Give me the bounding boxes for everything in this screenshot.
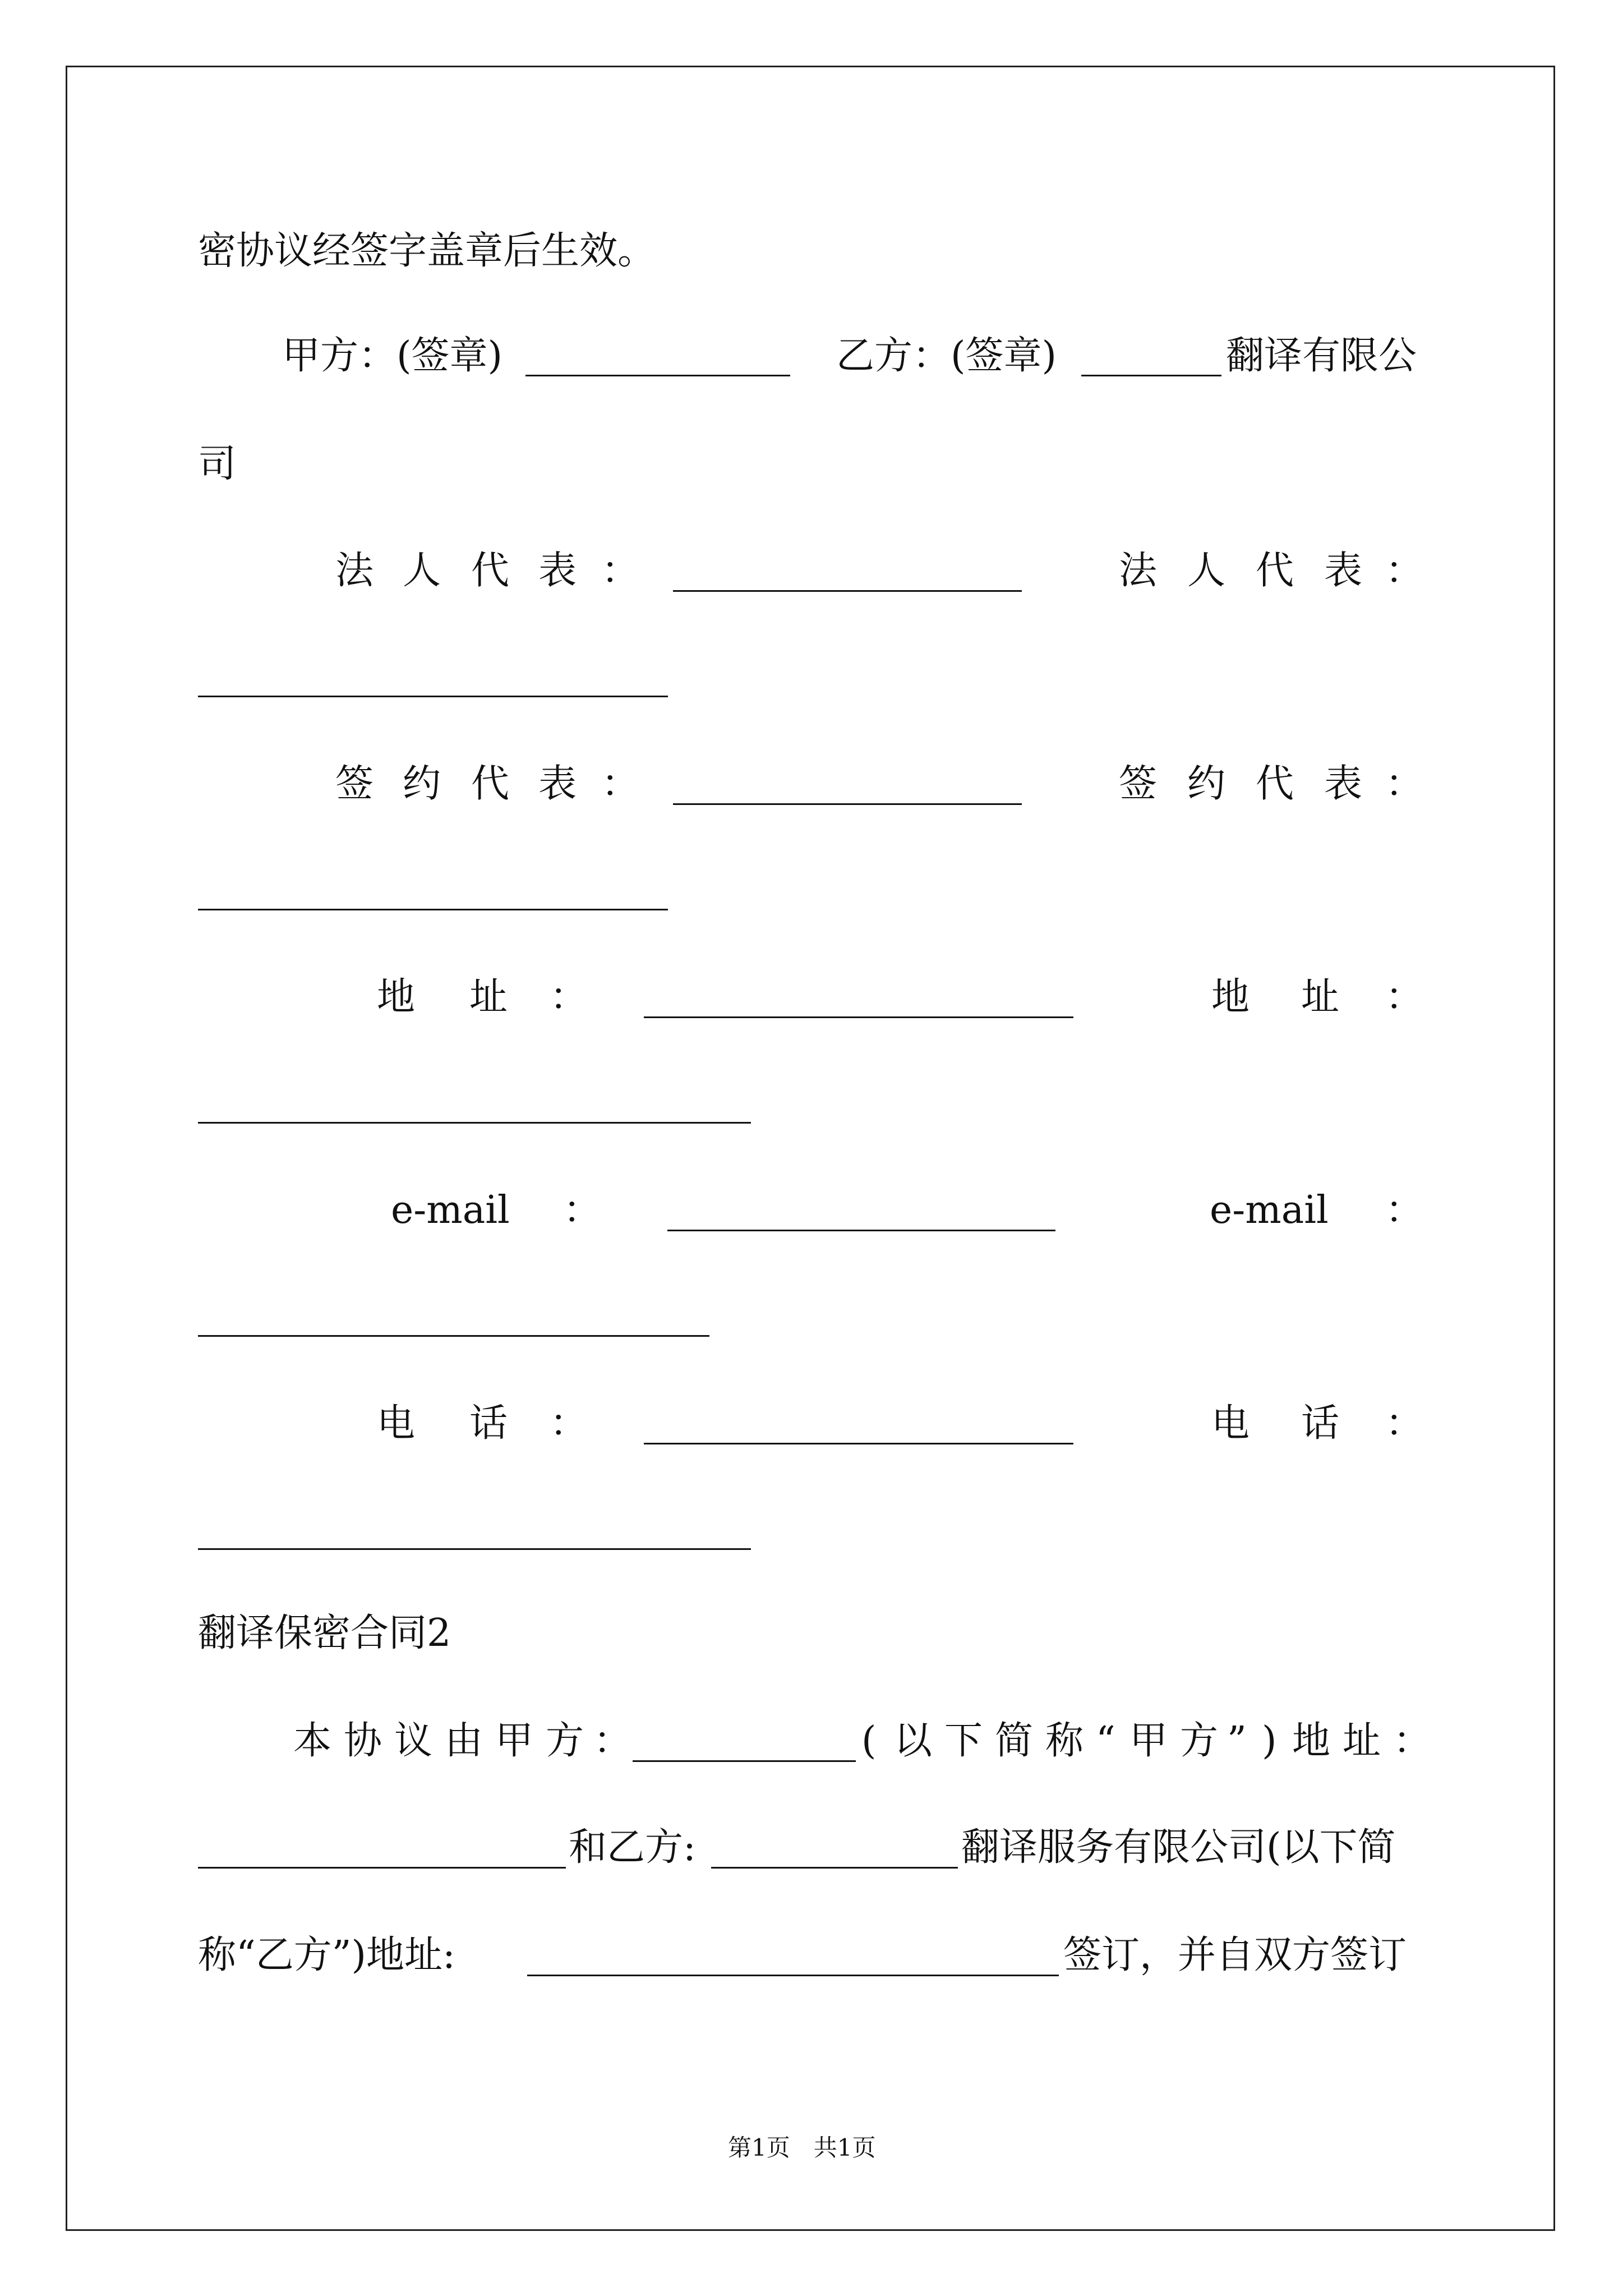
- signing-rep-char: 代: [1256, 762, 1294, 806]
- para-char: 议: [394, 1719, 433, 1763]
- para-char: 甲: [495, 1719, 534, 1763]
- phone-char: ：: [550, 1401, 588, 1446]
- legal-rep-char: 代: [471, 549, 510, 593]
- party-a-name-blank: [633, 1760, 856, 1762]
- legal-rep-char: 表: [1324, 549, 1363, 593]
- party-b-sign-blank: [1081, 375, 1221, 376]
- legal-rep-char: ：: [1385, 549, 1424, 593]
- signing-rep-char: ：: [1385, 762, 1424, 806]
- para-char: 方: [546, 1719, 584, 1763]
- address-char: 址: [1301, 975, 1340, 1019]
- address-char: 地: [377, 975, 416, 1019]
- legal-rep-char: 代: [1256, 549, 1294, 593]
- phone-char: ：: [1385, 1401, 1424, 1446]
- email-label: e-mail: [1210, 1188, 1329, 1232]
- party-b-legal-rep-blank: [198, 696, 668, 697]
- address-char: 地: [1211, 975, 1250, 1019]
- phone-char: 话: [469, 1401, 508, 1446]
- party-a-legal-rep-blank: [673, 590, 1022, 592]
- section-heading: 翻译保密合同2: [198, 1611, 451, 1655]
- party-a-sign-label: 甲方：(签章): [282, 334, 503, 378]
- and-party-b-label: 和乙方:: [569, 1825, 696, 1870]
- phone-char: 话: [1301, 1401, 1340, 1446]
- party-a-signing-rep-blank: [673, 803, 1022, 805]
- para-char: ：: [1393, 1719, 1432, 1763]
- para-char: ”: [1227, 1719, 1247, 1763]
- signing-rep-char: 签: [1119, 762, 1158, 806]
- party-b-email-blank: [198, 1335, 709, 1337]
- para-char: 地: [1292, 1719, 1331, 1763]
- signing-rep-char: ：: [601, 762, 640, 806]
- party-b-company-type: 翻译服务有限公司(以下简: [961, 1825, 1396, 1870]
- para-char: 甲: [1129, 1719, 1168, 1763]
- party-a-address-inline-blank: [198, 1867, 566, 1869]
- page-border: [66, 66, 1555, 2231]
- party-a-address-blank: [644, 1016, 1073, 1018]
- signing-rep-char: 签: [335, 762, 374, 806]
- party-b-company-cont: 司: [198, 442, 237, 486]
- party-b-phone-blank: [198, 1548, 751, 1550]
- party-b-company: 翻译有限公: [1226, 334, 1417, 378]
- email-colon: ：: [1385, 1188, 1424, 1232]
- para-char: 由: [445, 1719, 483, 1763]
- para-char: (: [861, 1719, 877, 1763]
- para-char: 本: [293, 1719, 332, 1763]
- address-char: 址: [469, 975, 508, 1019]
- para-char: ): [1262, 1719, 1277, 1763]
- sign-clause: 签订，并自双方签订: [1063, 1933, 1407, 1977]
- effective-clause: 密协议经签字盖章后生效。: [198, 229, 656, 273]
- phone-char: 电: [377, 1401, 416, 1446]
- address-char: ：: [550, 975, 588, 1019]
- page-number: 第1页 共1页: [728, 2134, 876, 2161]
- signing-rep-char: 代: [471, 762, 510, 806]
- party-b-abbrev-address: 称“乙方”)地址:: [198, 1933, 455, 1977]
- para-char: 址: [1343, 1719, 1381, 1763]
- legal-rep-char: 法: [1119, 549, 1158, 593]
- email-label: e-mail: [391, 1188, 510, 1232]
- party-a-phone-blank: [644, 1443, 1073, 1444]
- legal-rep-char: 表: [538, 549, 577, 593]
- para-char: 简: [995, 1719, 1034, 1763]
- party-a-sign-blank: [525, 375, 790, 376]
- para-char: “: [1096, 1719, 1115, 1763]
- party-b-name-inline-blank: [711, 1867, 958, 1869]
- party-a-email-blank: [667, 1230, 1055, 1231]
- party-b-signing-rep-blank: [198, 909, 668, 910]
- signing-rep-char: 约: [403, 762, 441, 806]
- signing-rep-char: 表: [538, 762, 577, 806]
- signing-rep-char: 约: [1187, 762, 1226, 806]
- para-char: 方: [1180, 1719, 1219, 1763]
- legal-rep-char: ：: [601, 549, 640, 593]
- phone-char: 电: [1211, 1401, 1250, 1446]
- para-char: 协: [344, 1719, 382, 1763]
- para-char: 下: [944, 1719, 983, 1763]
- email-colon: ：: [563, 1188, 602, 1232]
- para-char: 以: [894, 1719, 933, 1763]
- party-b-address-blank: [198, 1122, 751, 1124]
- para-char: ：: [593, 1719, 632, 1763]
- para-char: 称: [1045, 1719, 1084, 1763]
- legal-rep-char: 人: [403, 549, 441, 593]
- legal-rep-char: 人: [1187, 549, 1226, 593]
- party-b-sign-label: 乙方：(签章): [836, 334, 1057, 378]
- signing-rep-char: 表: [1324, 762, 1363, 806]
- address-char: ：: [1385, 975, 1424, 1019]
- legal-rep-char: 法: [335, 549, 374, 593]
- party-b-address-inline-blank: [527, 1975, 1059, 1976]
